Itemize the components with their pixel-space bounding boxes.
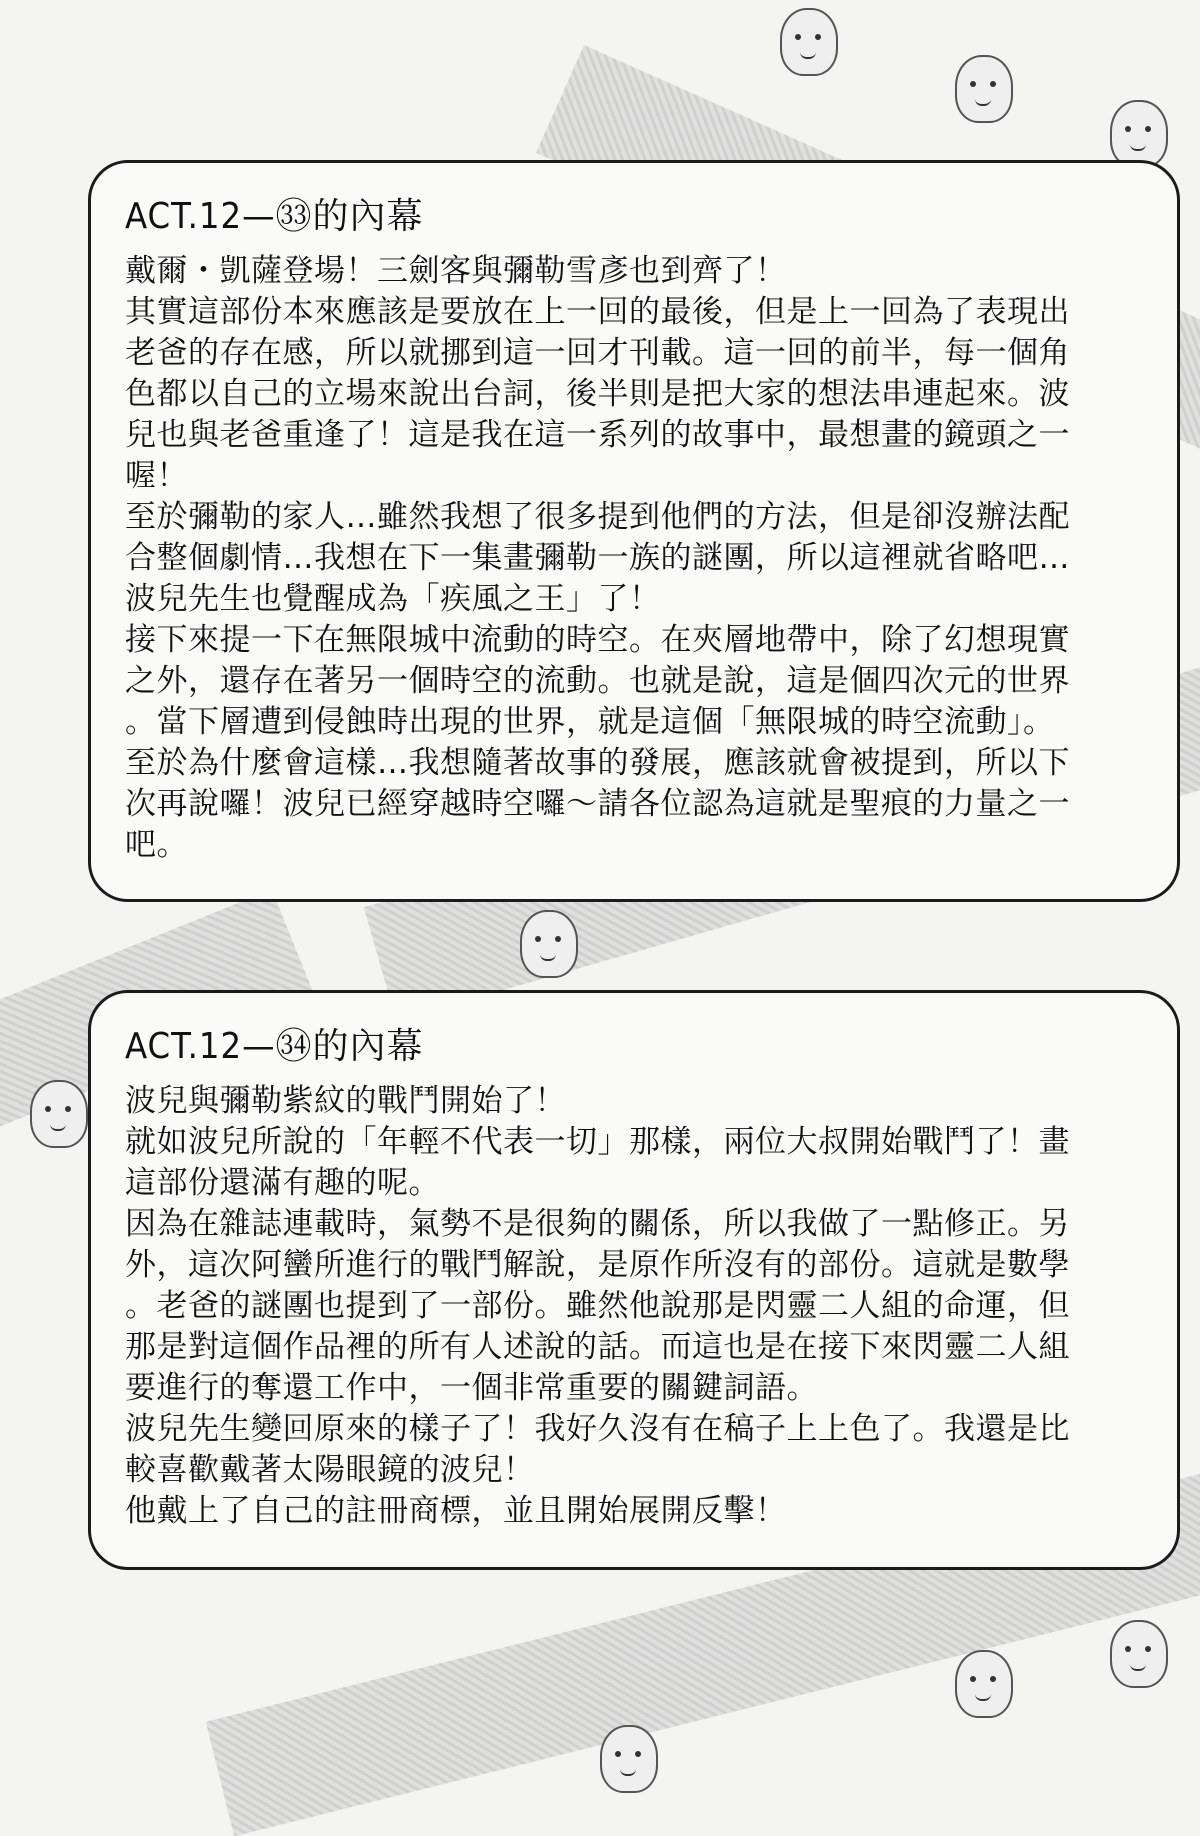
text-line: 波兒先生也覺醒成為「疾風之王」了！ [125, 581, 661, 617]
text-line: 這部份還滿有趣的呢。 [125, 1165, 440, 1201]
text-line: 色都以自己的立場來說出台詞，後半則是把大家的想法串連起來。波 [125, 376, 1070, 412]
character-doodle [955, 55, 1013, 123]
afterword-panel-act-12-33 [88, 160, 1180, 902]
text-line: 次再說囉！波兒已經穿越時空囉～請各位認為這就是聖痕的力量之一 [125, 786, 1070, 822]
text-line: 就如波兒所說的「年輕不代表一切」那樣，兩位大叔開始戰鬥了！畫 [125, 1124, 1070, 1160]
text-line: 。當下層遭到侵蝕時出現的世界，就是這個「無限城的時空流動」。 [125, 704, 1055, 740]
panel-title: ACT.12—㉝的內幕 [125, 196, 424, 237]
text-line: 老爸的存在感，所以就挪到這一回才刊載。這一回的前半，每一個角 [125, 335, 1070, 371]
text-line: 波兒先生變回原來的樣子了！我好久沒有在稿子上上色了。我還是比 [125, 1411, 1070, 1447]
text-line: 。老爸的謎團也提到了一部份。雖然他說那是閃靈二人組的命運，但 [125, 1288, 1070, 1324]
text-line: 至於為什麼會這樣…我想隨著故事的發展，應該就會被提到，所以下 [125, 745, 1070, 781]
text-line: 兒也與老爸重逢了！這是我在這一系列的故事中，最想畫的鏡頭之一 [125, 417, 1070, 453]
text-line: 戴爾・凱薩登場！三劍客與彌勒雪彥也到齊了！ [125, 253, 787, 289]
text-line: 較喜歡戴著太陽眼鏡的波兒！ [125, 1452, 535, 1488]
character-doodle [520, 910, 578, 978]
text-line: 喔！ [125, 458, 188, 494]
character-doodle [600, 1725, 658, 1793]
character-doodle [780, 8, 838, 76]
character-doodle [955, 1650, 1013, 1718]
afterword-panel-act-12-34 [88, 990, 1180, 1570]
text-line: 因為在雜誌連載時，氣勢不是很夠的關係，所以我做了一點修正。另 [125, 1206, 1070, 1242]
text-line: 至於彌勒的家人…雖然我想了很多提到他們的方法，但是卻沒辦法配 [125, 499, 1070, 535]
text-line: 外，這次阿蠻所進行的戰鬥解說，是原作所沒有的部份。這就是數學 [125, 1247, 1070, 1283]
text-line: 那是對這個作品裡的所有人述說的話。而這也是在接下來閃靈二人組 [125, 1329, 1070, 1365]
text-line: 接下來提一下在無限城中流動的時空。在夾層地帶中，除了幻想現實 [125, 622, 1070, 658]
text-line: 吧。 [125, 827, 188, 863]
text-line: 其實這部份本來應該是要放在上一回的最後，但是上一回為了表現出 [125, 294, 1070, 330]
text-line: 之外，還存在著另一個時空的流動。也就是說，這是個四次元的世界 [125, 663, 1070, 699]
character-doodle [30, 1080, 88, 1148]
text-line: 波兒與彌勒紫紋的戰鬥開始了！ [125, 1083, 566, 1119]
text-line: 他戴上了自己的註冊商標，並且開始展開反擊！ [125, 1493, 787, 1529]
text-line: 要進行的奪還工作中，一個非常重要的關鍵詞語。 [125, 1370, 818, 1406]
panel-title: ACT.12—㉞的內幕 [125, 1026, 424, 1067]
character-doodle [1110, 100, 1168, 168]
character-doodle [1110, 1620, 1168, 1688]
text-line: 合整個劇情…我想在下一集畫彌勒一族的謎團，所以這裡就省略吧… [125, 540, 1070, 576]
